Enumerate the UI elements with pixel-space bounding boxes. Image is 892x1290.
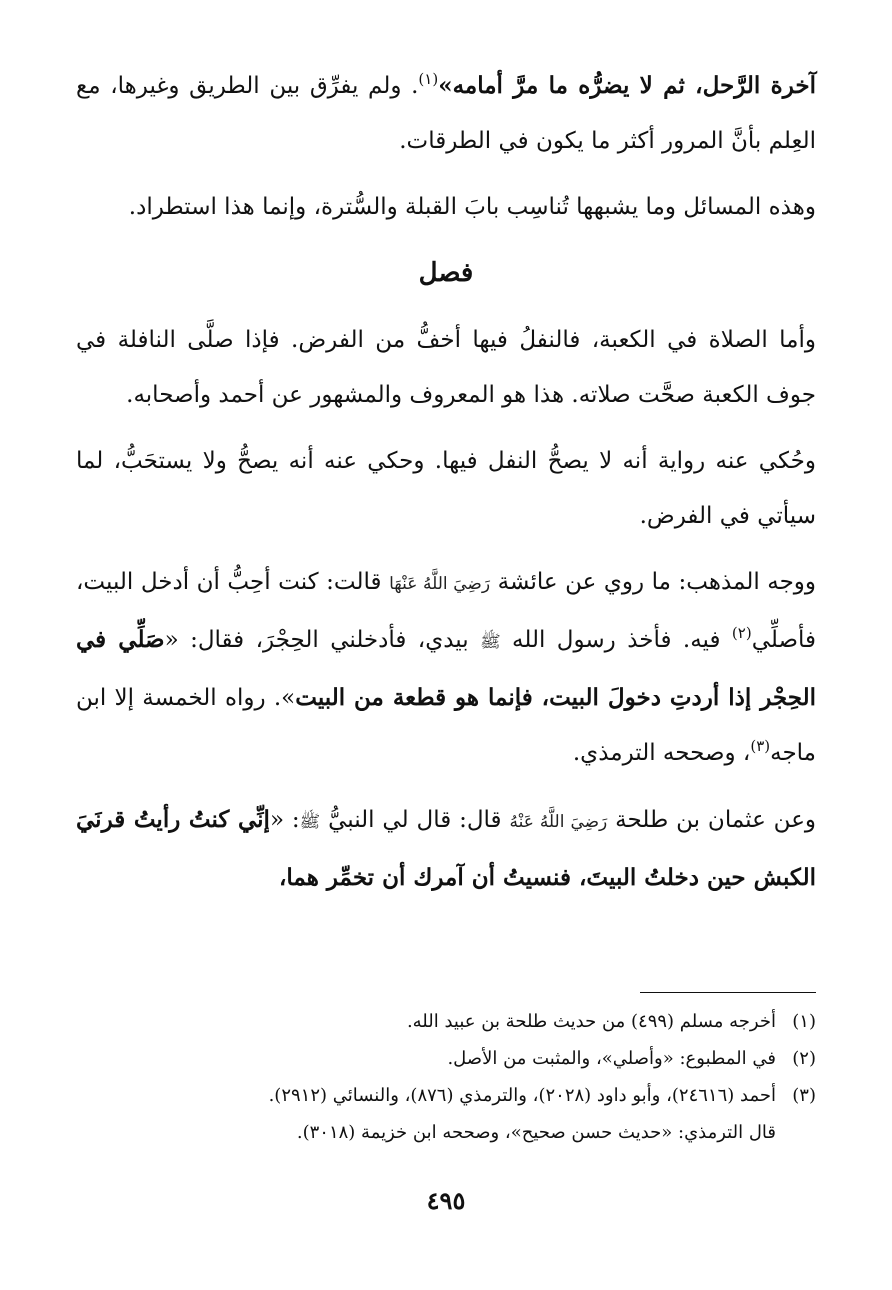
hadith-quote: آخرة الرَّحل، ثم لا يضرُّه ما مرَّ أمامه» — [438, 72, 817, 99]
paragraph-5-text-d: بيدي، فأدخلني الحِجْرَ، فقال: « — [164, 627, 469, 653]
footnote-text: في المطبوع: «وأصلي»، والمثبت من الأصل. — [447, 1048, 776, 1069]
footnote-2 — [76, 1040, 816, 1077]
hadith-quote: صَلِّي في الحِجْر إذا أردتِ دخولَ البيت، فإنما هو قطعة من البيت — [76, 626, 816, 711]
paragraph-6-text-b: قال: قال لي النبيُّ — [328, 807, 502, 833]
paragraph-5-text-e: ». رواه الخمسة إلا ابن ماجه — [76, 685, 816, 766]
footnote-1 — [76, 1003, 816, 1040]
paragraph-5-text-b: قالت: كنت أحِبُّ أن أدخل البيت، فأصلِّي — [76, 569, 817, 653]
honorific-aisha: رَضِيَ اللَّهُ عَنْهَا — [389, 574, 491, 594]
paragraph-5-text-f: ، وصححه الترمذي. — [572, 740, 751, 766]
paragraph-3: وأما الصلاة في الكعبة، فالنفلُ فيها أخفُّ من الفرض. فإذا صلَّى النافلة في جوف الكعبة صحَّت صلاته. هذا هو المعروف والمشهور عن أحمد وأصحابه. — [76, 327, 816, 408]
page-number: ٤٩٥ — [426, 1186, 466, 1215]
honorific-prophet: ﷺ — [299, 812, 321, 832]
paragraph-1 — [76, 58, 816, 169]
footnote-ref-3: (٣) — [750, 737, 771, 755]
footnote-ref-1: (١) — [418, 70, 439, 88]
footnote-3-continuation: قال الترمذي: «حديث حسن صحيح»، وصححه ابن خزيمة (٣٠١٨). — [296, 1122, 776, 1143]
section-heading: فصل — [418, 258, 474, 288]
footnote-ref-2: (٢) — [731, 624, 752, 642]
footnotes — [76, 1003, 816, 1151]
footnote-number: (١) — [792, 1011, 816, 1032]
footnote-number: (٣) — [792, 1085, 816, 1106]
paragraph-1-text: . ولم يفرِّق بين الطريق وغيرها، مع العِلم بأنَّ المرور أكثر ما يكون في الطرقات. — [76, 73, 816, 154]
honorific-prophet: ﷺ — [480, 632, 501, 652]
honorific-uthman: رَضِيَ اللَّهُ عَنْهُ — [509, 812, 608, 832]
paragraph-2: وهذه المسائل وما يشبهها تُناسِب بابَ القبلة والسُّترة، وإنما هذا استطراد. — [128, 194, 816, 220]
paragraph-6-text-c: : « — [269, 807, 300, 833]
paragraph-6 — [76, 792, 816, 906]
paragraph-5 — [76, 555, 816, 781]
hadith-quote: إنِّي كنتُ رأيتُ قرنَيَ الكبش حين دخلتُ البيتَ، فنسيتُ أن آمرك أن تخمِّر هما، — [76, 806, 816, 891]
footnote-text: أخرجه مسلم (٤٩٩) من حديث طلحة بن عبيد الله. — [406, 1011, 776, 1032]
footnote-number: (٢) — [792, 1048, 816, 1069]
footnote-3 — [76, 1077, 816, 1114]
paragraph-5-text-a: ووجه المذهب: ما روي عن عائشة — [497, 569, 817, 595]
footnote-text: أحمد (٢٤٦١٦)، وأبو داود (٢٠٢٨)، والترمذي (٨٧٦)، والنسائي (٢٩١٢). — [268, 1085, 776, 1106]
paragraph-6-text-a: وعن عثمان بن طلحة — [615, 807, 817, 833]
footnote-separator — [640, 992, 816, 993]
paragraph-4: وحُكي عنه رواية أنه لا يصحُّ النفل فيها. وحكي عنه أنه يصحُّ ولا يستحَبُّ، لما سيأتي في الفرض. — [76, 448, 816, 529]
main-text — [76, 58, 816, 917]
paragraph-5-text-c: فيه. فأخذ رسول الله — [512, 627, 721, 653]
